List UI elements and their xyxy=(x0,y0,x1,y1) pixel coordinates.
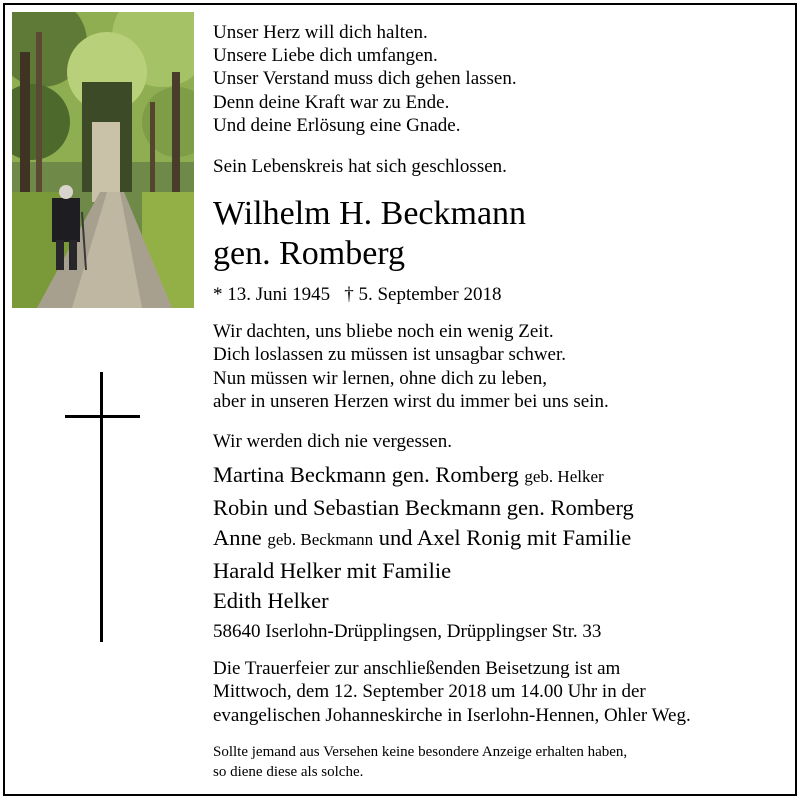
death-date: † 5. September 2018 xyxy=(344,284,502,305)
closing-line-text: Sein Lebenskreis hat sich geschlossen. xyxy=(213,156,507,177)
poem2-line: Nun müssen wir lernen, ohne dich zu leben, xyxy=(213,367,547,389)
family-member-note: geb. Helker xyxy=(524,467,604,486)
deceased-name-line2: gen. Romberg xyxy=(213,235,406,272)
family-member: Harald Helker mit Familie xyxy=(213,557,452,583)
deceased-name-line1: Wilhelm H. Beckmann xyxy=(213,195,527,232)
service-line: evangelischen Johanneskirche in Iserlohn-Hennen, Ohler Weg. xyxy=(213,704,691,726)
family-member xyxy=(213,460,783,493)
address xyxy=(213,621,783,643)
opening-poem xyxy=(213,21,783,137)
notice xyxy=(213,743,783,782)
memorial-photo xyxy=(12,12,194,308)
service-line: Die Trauerfeier zur anschließenden Beisetzung ist am xyxy=(213,658,621,679)
family-member xyxy=(213,523,783,556)
address-text: 58640 Iserlohn-Drüpplingsen, Drüpplingser Str. 33 xyxy=(213,621,602,642)
family-member-rest: und Axel Ronig mit Familie xyxy=(378,525,632,550)
closing-line xyxy=(213,156,783,178)
poem2-line: aber in unseren Herzen wirst du immer bei uns sein. xyxy=(213,391,609,413)
deceased-name xyxy=(213,194,783,274)
service-line: Mittwoch, dem 12. September 2018 um 14.00 Uhr in der xyxy=(213,681,646,703)
family-member-note: geb. Beckmann xyxy=(267,530,374,549)
poem-line: Denn deine Kraft war zu Ende. xyxy=(213,91,450,113)
family-member-name: Martina Beckmann gen. Romberg xyxy=(213,462,519,487)
notice-line: so diene diese als solche. xyxy=(213,763,364,780)
notice-line: Sollte jemand aus Versehen keine besondere Anzeige erhalten haben, xyxy=(213,744,628,760)
birth-date: * 13. Juni 1945 xyxy=(213,284,331,305)
never-forget-text: Wir werden dich nie vergessen. xyxy=(213,431,452,452)
family-list xyxy=(213,460,783,617)
cross-horizontal-bar xyxy=(65,415,140,418)
funeral-service-info xyxy=(213,657,783,727)
never-forget xyxy=(213,431,783,453)
poem2-line: Wir dachten, uns bliebe noch ein wenig Zeit. xyxy=(213,321,554,342)
poem-line: Unser Verstand muss dich gehen lassen. xyxy=(213,68,517,90)
poem-line: Und deine Erlösung eine Gnade. xyxy=(213,114,461,136)
life-dates xyxy=(213,284,783,306)
family-member: Robin und Sebastian Beckmann gen. Romberg xyxy=(213,494,634,520)
cross-vertical-bar xyxy=(100,372,103,642)
poem-line: Unsere Liebe dich umfangen. xyxy=(213,45,438,67)
poem2-line: Dich loslassen zu müssen ist unsagbar schwer. xyxy=(213,344,567,366)
poem-line: Unser Herz will dich halten. xyxy=(213,22,428,43)
family-member: Edith Helker xyxy=(213,588,329,613)
family-member-name: Anne xyxy=(213,525,262,550)
second-poem xyxy=(213,320,783,414)
